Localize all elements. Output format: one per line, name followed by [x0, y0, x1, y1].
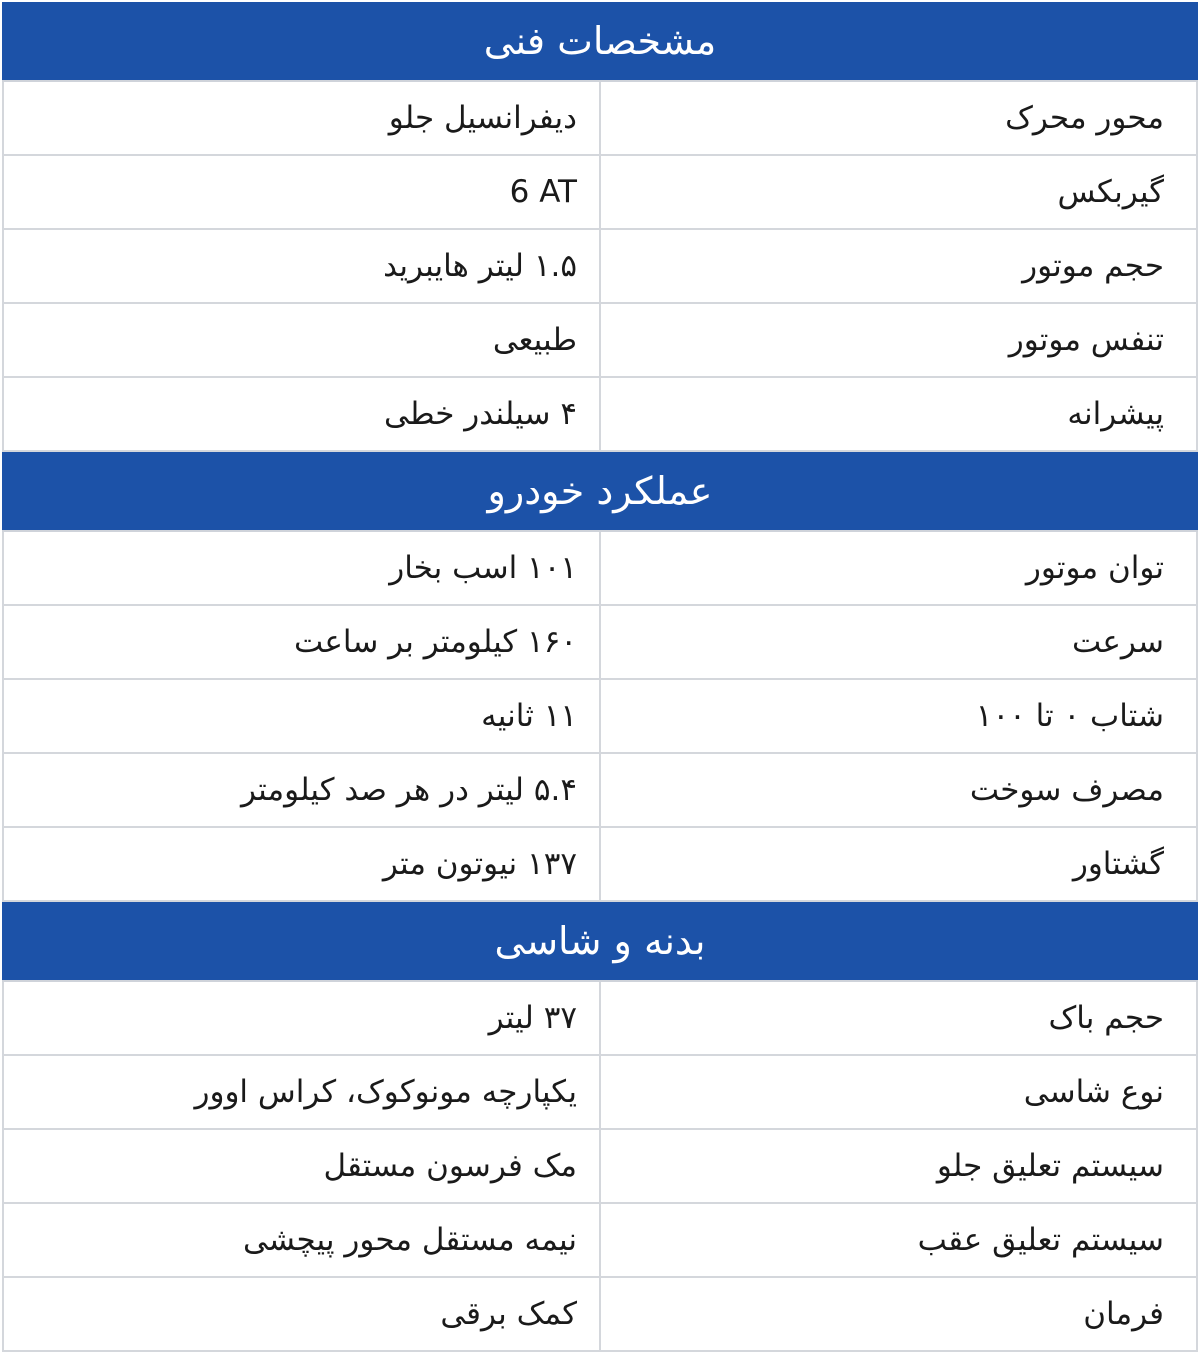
table-row	[2, 606, 1198, 680]
row-value-text: 6 AT	[509, 174, 577, 210]
row-value: یکپارچه مونوکوک، کراس اوور	[194, 1074, 577, 1110]
table-row	[2, 1056, 1198, 1130]
row-label: گشتاور	[599, 828, 1196, 900]
row-value: دیفرانسیل جلو	[388, 100, 577, 136]
table-row	[2, 378, 1198, 452]
row-label: حجم موتور	[599, 230, 1196, 302]
row-label: شتاب ۰ تا ۱۰۰	[599, 680, 1196, 752]
section-header-performance: عملکرد خودرو	[2, 452, 1198, 532]
table-row	[2, 304, 1198, 378]
section-header-body-chassis: بدنه و شاسی	[2, 902, 1198, 982]
table-row	[2, 1278, 1198, 1352]
row-label: مصرف سوخت	[599, 754, 1196, 826]
table-row	[2, 1204, 1198, 1278]
row-value: ۱۳۷ نیوتون متر	[382, 846, 577, 882]
row-value: مک فرسون مستقل	[323, 1148, 577, 1184]
row-value: ۴ سیلندر خطی	[384, 396, 577, 432]
table-row	[2, 532, 1198, 606]
row-value: ۱.۵ لیتر هایبرید	[383, 248, 577, 284]
row-label: سیستم تعلیق عقب	[599, 1204, 1196, 1276]
row-label: توان موتور	[599, 532, 1196, 604]
table-row	[2, 82, 1198, 156]
table-row	[2, 680, 1198, 754]
row-value	[4, 156, 599, 228]
row-label: فرمان	[599, 1278, 1196, 1350]
row-value: کمک برقی	[440, 1296, 577, 1332]
row-label: محور محرک	[599, 82, 1196, 154]
row-label: تنفس موتور	[599, 304, 1196, 376]
row-label: سیستم تعلیق جلو	[599, 1130, 1196, 1202]
row-value: نیمه مستقل محور پیچشی	[243, 1222, 577, 1258]
row-label: پیشرانه	[599, 378, 1196, 450]
row-label: نوع شاسی	[599, 1056, 1196, 1128]
table-row	[2, 230, 1198, 304]
row-value: ۱۱ ثانیه	[481, 698, 577, 734]
row-label: سرعت	[599, 606, 1196, 678]
table-row	[2, 156, 1198, 230]
row-value: ۵.۴ لیتر در هر صد کیلومتر	[241, 772, 577, 808]
row-value: ۱۰۱ اسب بخار	[389, 550, 577, 586]
row-value: ۳۷ لیتر	[488, 1000, 577, 1036]
section-header-technical-specs: مشخصات فنی	[2, 2, 1198, 82]
table-row	[2, 828, 1198, 902]
row-label: حجم باک	[599, 982, 1196, 1054]
table-row	[2, 754, 1198, 828]
row-label: گیربکس	[599, 156, 1196, 228]
row-value: ۱۶۰ کیلومتر بر ساعت	[293, 624, 577, 660]
table-row	[2, 1130, 1198, 1204]
spec-table	[2, 2, 1198, 1348]
row-value: طبیعی	[492, 322, 577, 358]
table-row	[2, 982, 1198, 1056]
